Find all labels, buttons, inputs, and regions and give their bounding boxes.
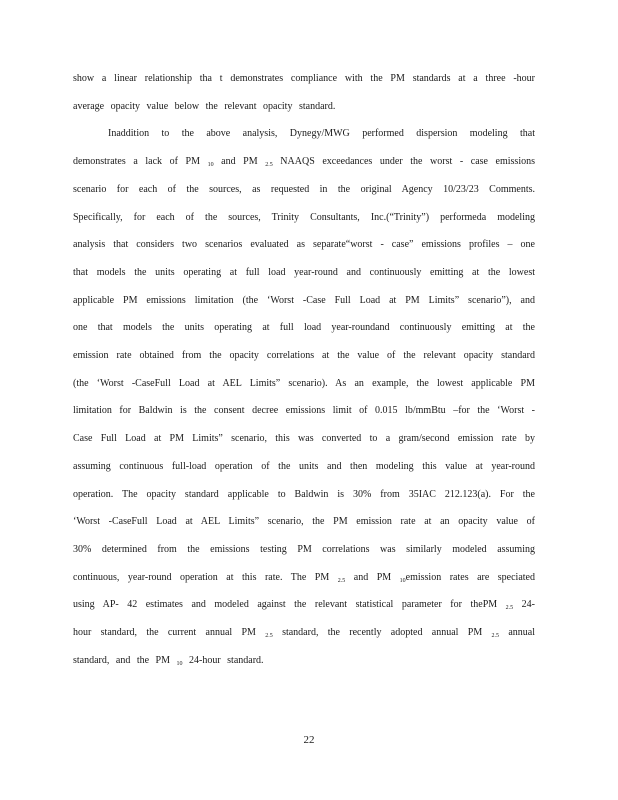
- text-line: 30% determined from the emissions testing PM correlations was similarly modeled assuming: [73, 543, 535, 555]
- text-line: standard, and the PM $_{10}$ 24-hour standard.: [73, 654, 264, 667]
- text-line: using AP- 42 estimates and modeled against the relevant statistical parameter for thePM $_{2.5}$ 24-: [73, 599, 535, 612]
- text-line: ‘Worst -CaseFull Load at AEL Limits” scenario, the PM emission rate at an opacity value of: [73, 516, 535, 528]
- subscript: 10: [399, 577, 406, 584]
- text-line: demonstrates a lack of PM $_{10}$ and PM $_{2.5}$ NAAQS exceedances under the worst - case emissions: [73, 156, 535, 169]
- subscript: 10: [207, 162, 214, 169]
- text-line: continuous, year-round operation at this rate. The PM $_{2.5}$ and PM $_{10}$emission rates are speciated: [73, 571, 535, 584]
- text-line: hour standard, the current annual PM $_{2.5}$ standard, the recently adopted annual PM $_{2.5}$ annual: [73, 627, 536, 639]
- subscript: 2.5: [265, 162, 273, 169]
- subscript: 2.5: [505, 605, 514, 612]
- text-line: show a linear relationship tha t demonstrates compliance with the PM standards at a three -hour: [73, 73, 535, 84]
- text-line: average opacity value below the relevant opacity standard.: [73, 100, 336, 112]
- text-line: Specifically, for each of the sources, Trinity Consultants, Inc.(“Trinity”) performeda modeling: [73, 211, 535, 223]
- text-line: operation. The opacity standard applicable to Baldwin is 30% from 35IAC 212.123(a). For the: [73, 488, 535, 500]
- text-line: scenario for each of the sources, as requested in the original Agency 10/23/23 Comments.: [73, 183, 535, 195]
- text-line: (the ‘Worst -CaseFull Load at AEL Limits” scenario). As an example, the lowest applicable PM: [73, 377, 535, 389]
- text-line: one that models the units operating at full load year-roundand continuously emitting at the: [73, 322, 535, 334]
- text-line: emission rate obtained from the opacity correlations at the value of the relevant opacity standard: [73, 350, 535, 361]
- text-line: assuming continuous full-load operation of the units and then modeling this value at year-round: [73, 460, 535, 472]
- text-line: analysis that considers two scenarios evaluated as separate“worst - case” emissions profiles – one: [73, 239, 535, 251]
- text-line: limitation for Baldwin is the consent decree emissions limit of 0.015 lb/mmBtu –for the ‘Worst -: [73, 405, 535, 417]
- text-line: applicable PM emissions limitation (the ‘Worst -Case Full Load at PM Limits” scenario”), and: [73, 294, 535, 306]
- page-number: 22: [303, 734, 315, 746]
- subscript: 2.5: [265, 633, 273, 639]
- subscript: 10: [176, 660, 183, 667]
- subscript: 2.5: [491, 633, 500, 639]
- text-line: Case Full Load at PM Limits” scenario, this was converted to a gram/second emission rate by: [73, 433, 535, 445]
- subscript: 2.5: [337, 577, 346, 584]
- text-line: that models the units operating at full load year-round and continuously emitting at the lowest: [73, 266, 535, 278]
- text-line: Inaddition to the above analysis, Dynegy/MWG performed dispersion modeling that: [108, 128, 535, 140]
